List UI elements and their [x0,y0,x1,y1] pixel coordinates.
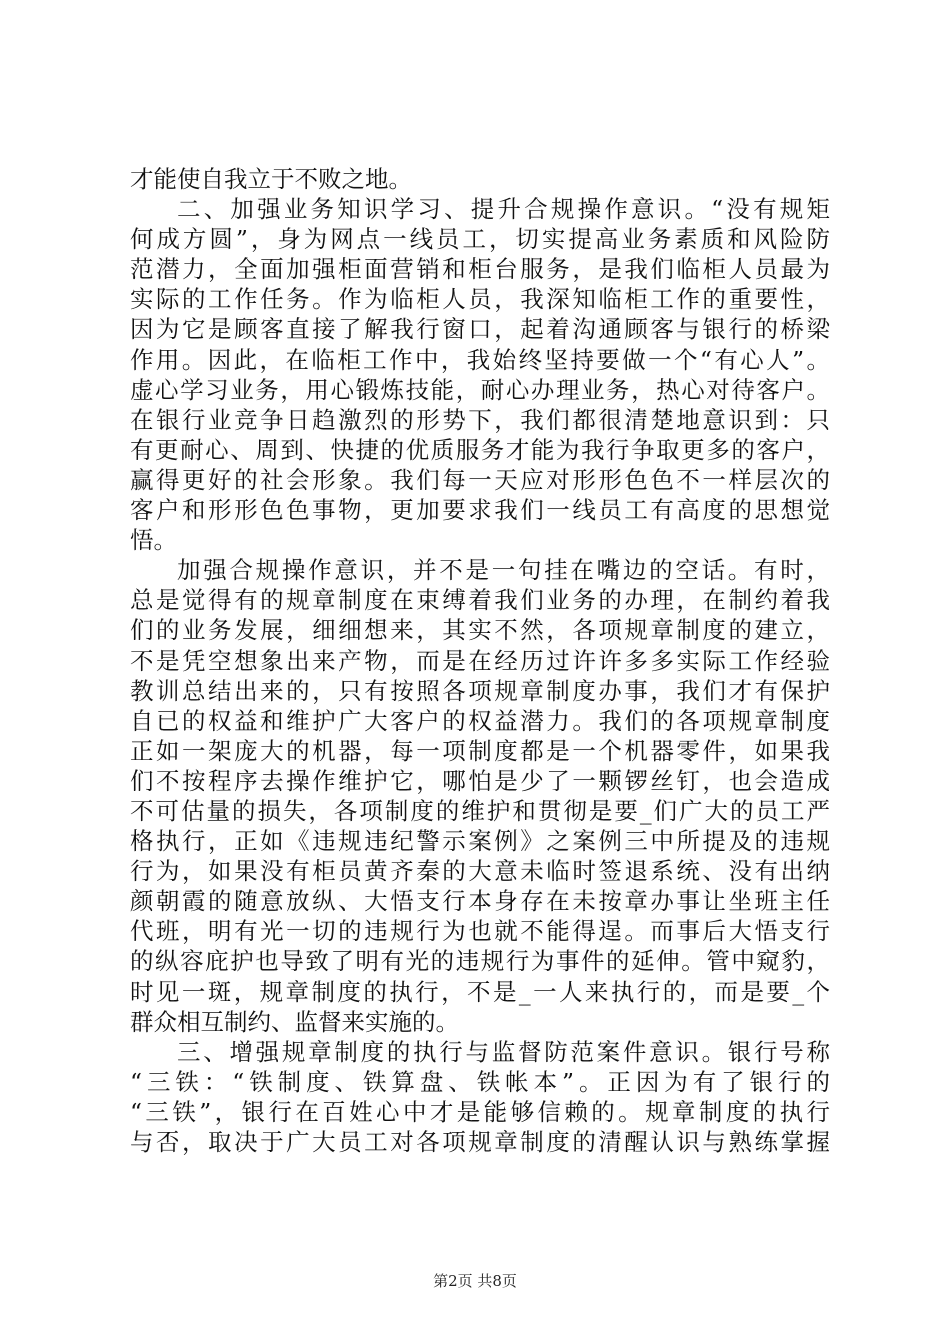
text-line: 虚心学习业务，用心锻炼技能，耐心办理业务，热心对待客户。 [130,375,830,404]
text-line: 作用。因此，在临柜工作中，我始终坚持要做一个“有心人”。 [130,345,830,374]
text-line: 不是凭空想象出来产物，而是在经历过许许多多实际工作经验 [130,646,830,675]
text-line: 客户和形形色色事物，更加要求我们一线员工有高度的思想觉 [130,496,830,525]
text-line: “三铁：“铁制度、铁算盘、铁帐本”。正因为有了银行的 [130,1067,830,1096]
text-line: 加强合规操作意识，并不是一句挂在嘴边的空话。有时， [177,556,830,585]
text-line: “三铁”，银行在百姓心中才是能够信赖的。规章制度的执行 [130,1097,830,1126]
text-line: 时见一斑，规章制度的执行，不是_一人来执行的，而是要_个 [130,977,830,1006]
text-line: 群众相互制约、监督来实施的。 [130,1007,459,1036]
text-line: 三、增强规章制度的执行与监督防范案件意识。银行号称 [177,1037,830,1066]
text-line: 二、加强业务知识学习、提升合规操作意识。“没有规矩 [177,195,830,224]
text-line: 实际的工作任务。作为临柜人员，我深知临柜工作的重要性， [130,285,830,314]
text-line: 总是觉得有的规章制度在束缚着我们业务的办理，在制约着我 [130,586,830,615]
text-line: 行为，如果没有柜员黄齐秦的大意未临时签退系统、没有出纳 [130,857,830,886]
text-line: 颜朝霞的随意放纵、大悟支行本身存在未按章办事让坐班主任 [130,887,830,916]
text-line: 自已的权益和维护广大客户的权益潜力。我们的各项规章制度 [130,706,830,735]
text-line: 与否，取决于广大员工对各项规章制度的清醒认识与熟练掌握 [130,1128,830,1156]
text-line: 格执行，正如《违规违纪警示案例》之案例三中所提及的违规 [130,827,830,856]
text-line: 何成方圆”，身为网点一线员工，切实提高业务素质和风险防 [130,225,830,254]
text-line: 不可估量的损失，各项制度的维护和贯彻是要_们广大的员工严 [130,796,830,825]
text-line: 正如一架庞大的机器，每一项制度都是一个机器零件，如果我 [130,736,830,765]
text-line: 赢得更好的社会形象。我们每一天应对形形色色不一样层次的 [130,465,830,494]
text-line: 才能使自我立于不败之地。 [130,165,412,193]
text-line: 们不按程序去操作维护它，哪怕是少了一颗锣丝钉，也会造成 [130,766,830,795]
text-line: 有更耐心、周到、快捷的优质服务才能为我行争取更多的客户， [130,435,830,464]
text-line: 教训总结出来的，只有按照各项规章制度办事，我们才有保护 [130,676,830,705]
text-line: 的纵容庇护也导致了明有光的违规行为事件的延伸。管中窥豹， [130,947,830,976]
text-line: 们的业务发展，细细想来，其实不然，各项规章制度的建立， [130,616,830,645]
document-body [130,164,830,1157]
text-line: 范潜力，全面加强柜面营销和柜台服务，是我们临柜人员最为 [130,255,830,284]
text-line: 在银行业竞争日趋激烈的形势下，我们都很清楚地意识到：只 [130,405,830,434]
text-line: 悟。 [130,526,177,555]
text-line: 代班，明有光一切的违规行为也就不能得逞。而事后大悟支行 [130,917,830,946]
text-line: 因为它是顾客直接了解我行窗口，起着沟通顾客与银行的桥梁 [130,315,830,344]
page-number-footer: 第2页 共8页 [433,1272,517,1290]
